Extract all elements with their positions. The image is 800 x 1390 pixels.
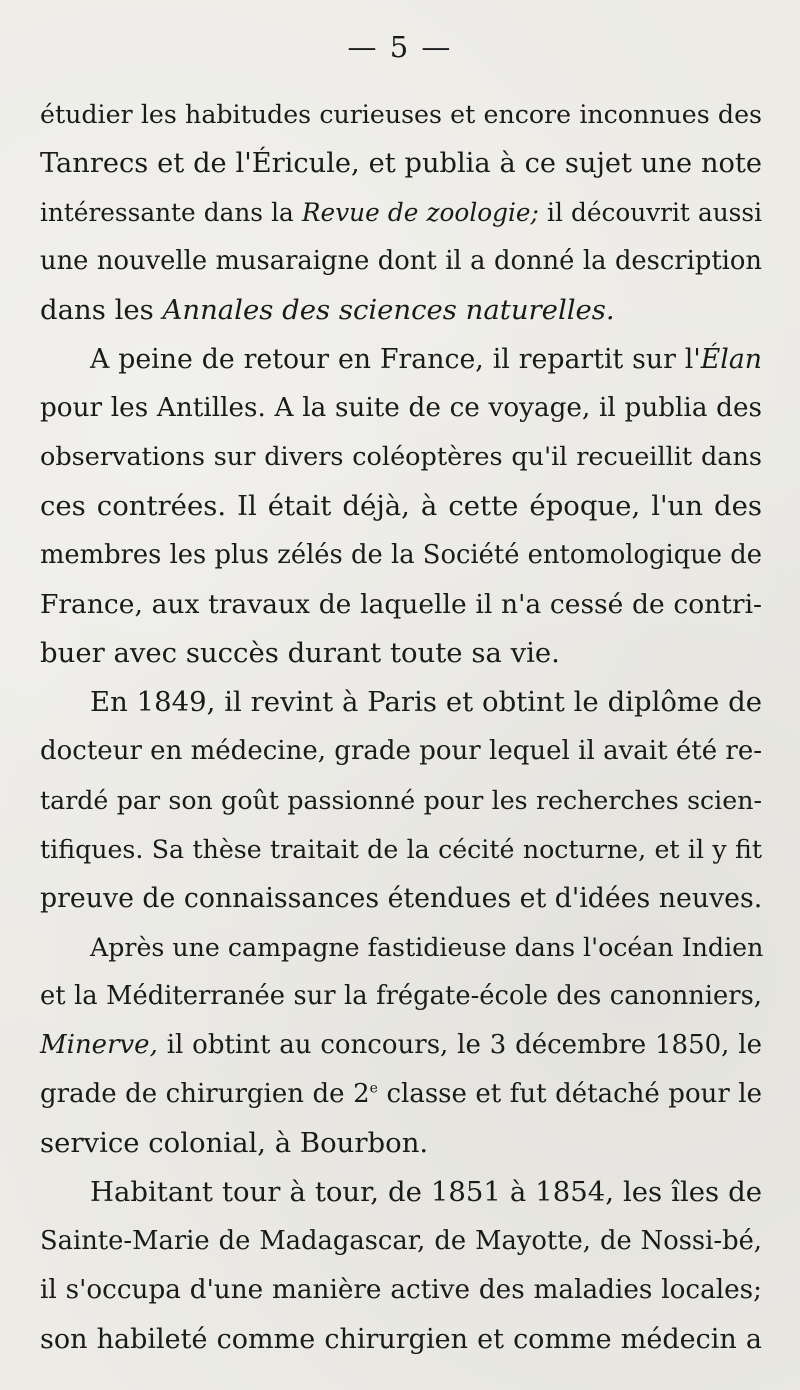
paragraph-2 bbox=[40, 335, 762, 678]
body-text bbox=[40, 90, 762, 1364]
paragraph-5 bbox=[40, 1168, 762, 1364]
journal-title-annales: Annales des sciences naturelles. bbox=[162, 294, 615, 326]
superscript: e bbox=[369, 1080, 378, 1097]
text-line: preuve de connaissances étendues et d'idées neuves. bbox=[40, 883, 763, 914]
text-run: dans les bbox=[40, 294, 154, 326]
text-line bbox=[40, 335, 762, 384]
paragraph-3 bbox=[40, 678, 762, 923]
text-run: classe et fut détaché pour le bbox=[386, 1079, 762, 1109]
paragraph-4 bbox=[40, 923, 762, 1168]
paragraph-1 bbox=[40, 90, 762, 335]
text-line: une nouvelle musaraigne dont il a donné la description bbox=[40, 246, 762, 276]
text-run: A peine de retour en France, il repartit sur l' bbox=[90, 344, 701, 375]
text-line bbox=[40, 1070, 762, 1119]
journal-title-revue-de-zoologie: Revue de zoologie; bbox=[301, 198, 539, 227]
ship-name-elan: Élan bbox=[700, 344, 762, 375]
text-line: ces contrées. Il était déjà, à cette époque, l'un des bbox=[40, 490, 762, 522]
text-line: étudier les habitudes curieuses et encore inconnues des bbox=[40, 100, 762, 129]
text-line: et la Méditerranée sur la frégate-école des canonniers, bbox=[40, 981, 762, 1011]
page-number: — 5 — bbox=[347, 30, 453, 64]
text-run: il découvrit aussi bbox=[547, 198, 762, 227]
text-line: pour les Antilles. A la suite de ce voyage, il publia des bbox=[40, 393, 762, 423]
text-line: France, aux travaux de laquelle il n'a cessé de contri- bbox=[40, 589, 762, 620]
ship-name-minerve: Minerve, bbox=[40, 1030, 158, 1060]
text-line: Sainte-Marie de Madagascar, de Mayotte, de Nossi-bé, bbox=[40, 1226, 762, 1256]
text-run: grade de chirurgien de 2 bbox=[40, 1079, 370, 1109]
text-line bbox=[40, 286, 762, 335]
text-line: En 1849, il revint à Paris et obtint le diplôme de bbox=[90, 686, 762, 718]
text-line: son habileté comme chirurgien et comme médecin a bbox=[40, 1324, 762, 1355]
text-line: buer avec succès durant toute sa vie. bbox=[40, 637, 560, 669]
text-line: tardé par son goût passionné pour les recherches scien- bbox=[40, 786, 762, 815]
text-line: il s'occupa d'une manière active des maladies locales; bbox=[40, 1275, 762, 1305]
text-line: membres les plus zélés de la Société entomologique de bbox=[40, 540, 762, 570]
text-line: Habitant tour à tour, de 1851 à 1854, les îles de bbox=[90, 1176, 762, 1208]
text-line: observations sur divers coléoptères qu'il recueillit dans bbox=[40, 442, 762, 472]
text-run: il obtint au concours, le 3 décembre 1850, le bbox=[166, 1030, 762, 1060]
text-run: intéressante dans la bbox=[40, 198, 294, 227]
text-line: Tanrecs et de l'Éricule, et publia à ce sujet une note bbox=[40, 148, 762, 179]
text-line: tifiques. Sa thèse traitait de la cécité nocturne, et il y fit bbox=[40, 835, 762, 864]
text-line: docteur en médecine, grade pour lequel il avait été re- bbox=[40, 736, 762, 766]
text-line bbox=[40, 188, 762, 237]
text-line bbox=[40, 1021, 762, 1070]
text-line: Après une campagne fastidieuse dans l'océan Indien bbox=[90, 933, 764, 962]
text-line: service colonial, à Bourbon. bbox=[40, 1127, 429, 1159]
